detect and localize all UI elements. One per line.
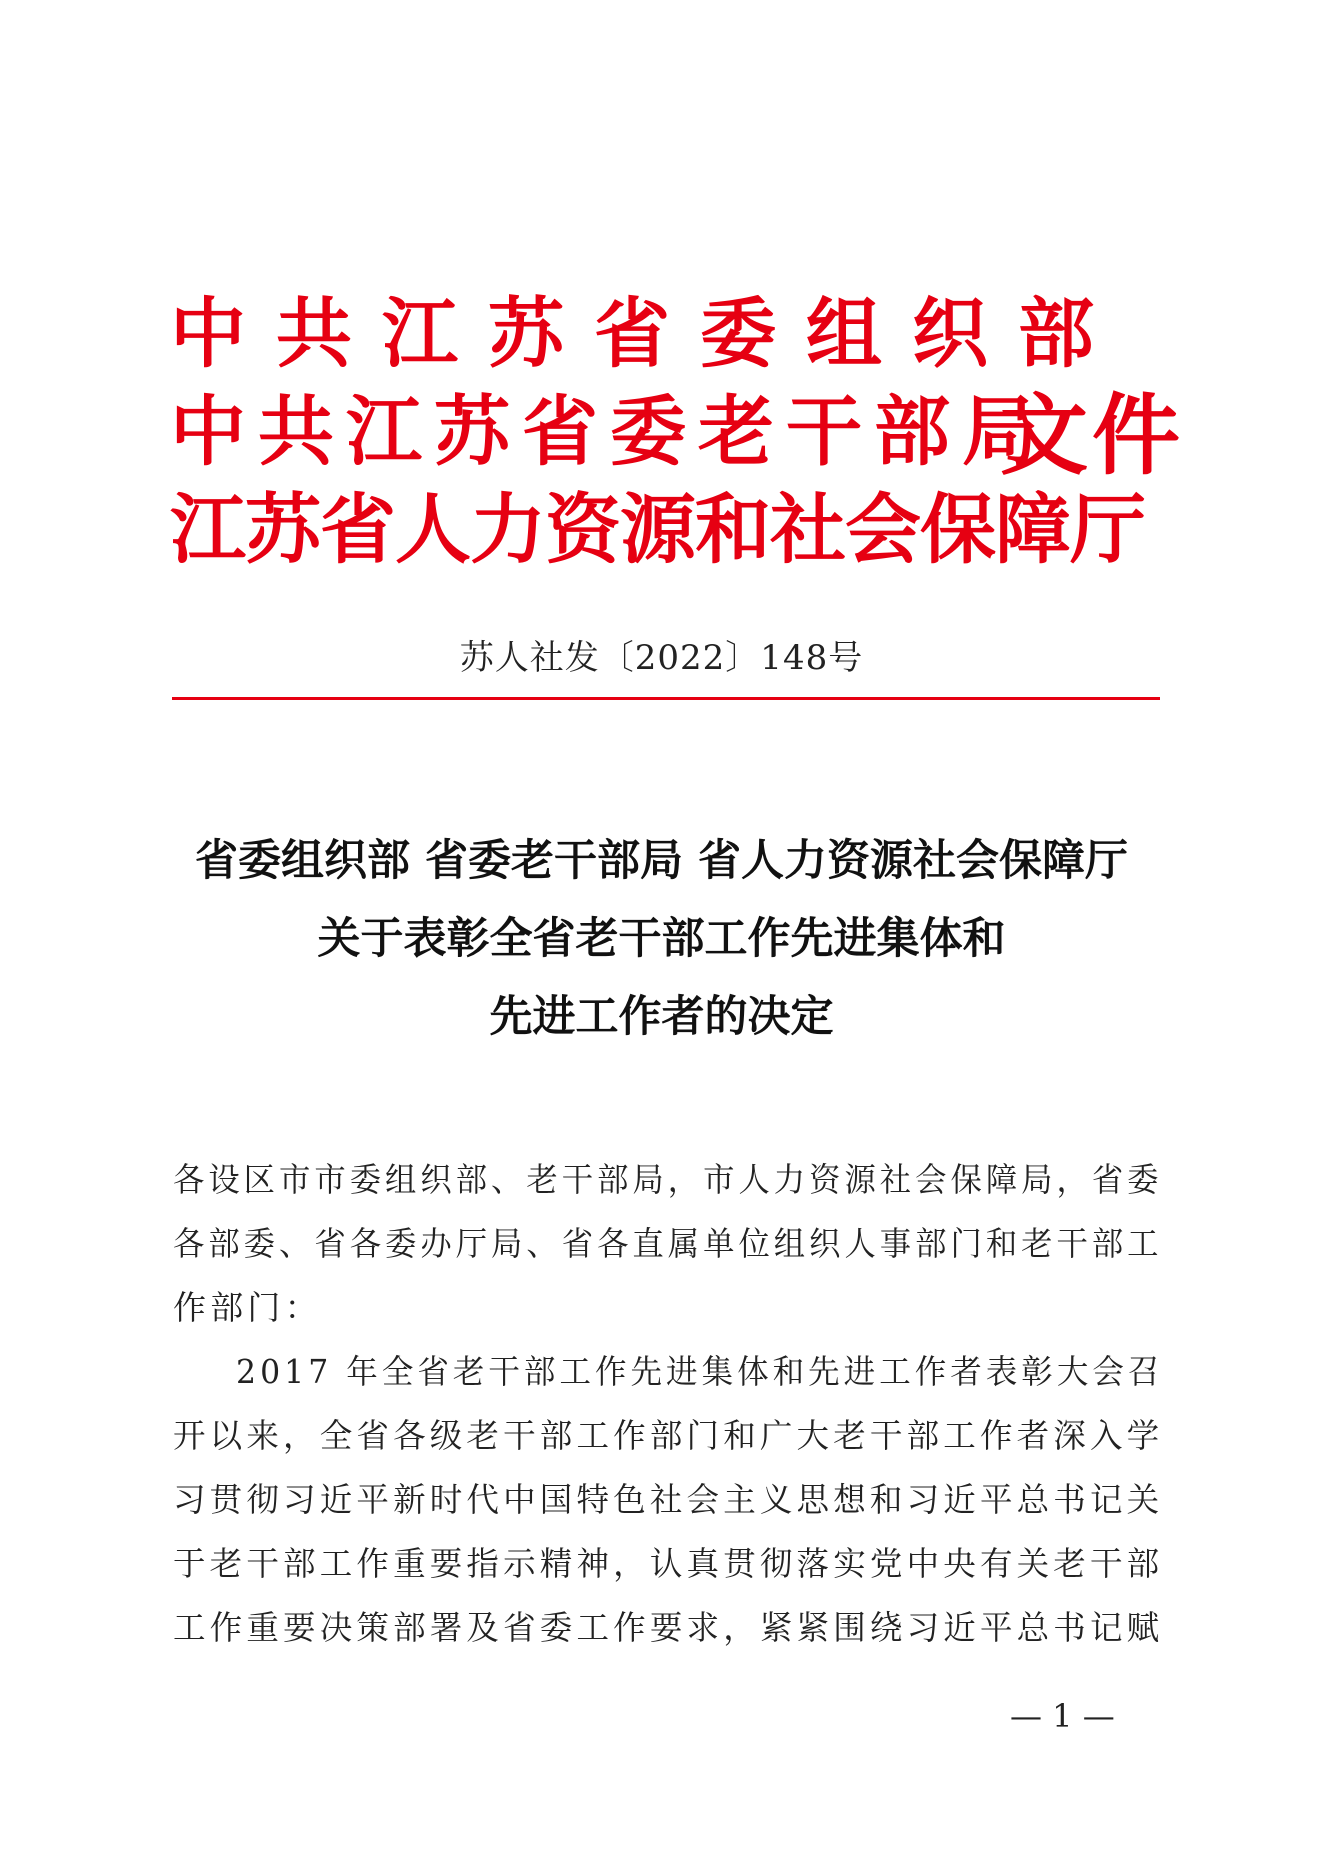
document-number: 苏人社发〔2022〕148号 [459,638,864,678]
paragraph-line: 开以来，全省各级老干部工作部门和广大老干部工作者深入学 [173,1416,1164,1455]
addressee-line: 各部委、省各委办厅局、省各直属单位组织人事部门和老干部工 [173,1224,1163,1263]
issuer-human-resources-department: 江苏省人力资源和社会保障厅 [170,485,1145,574]
paragraph-line: 习贯彻习近平新时代中国特色社会主义思想和习近平总书记关 [173,1480,1164,1519]
addressee-line: 各设区市市委组织部、老干部局，市人力资源社会保障局，省委 [173,1160,1163,1199]
red-divider-line [172,697,1160,700]
document-body [173,1148,1163,1660]
issuer-organization-department: 中共江苏省委组织部 [170,289,1124,378]
title-line: 关于表彰全省老干部工作先进集体和 [317,914,1006,964]
issuer-veteran-cadres-bureau: 中共江苏省委老干部局 [170,387,1050,476]
addressee-line: 作部门： [173,1288,322,1327]
page-number: — 1 — [1010,1697,1115,1735]
title-line: 先进工作者的决定 [489,992,834,1042]
paragraph-line: 工作重要决策部署及省委工作要求，紧紧围绕习近平总书记赋 [173,1608,1164,1647]
title-line: 省委组织部 省委老干部局 省人力资源社会保障厅 [195,836,1128,886]
document-word: 文件 [1000,383,1185,487]
document-title [0,822,1323,1056]
paragraph-line: 于老干部工作重要指示精神，认真贯彻落实党中央有关老干部 [173,1544,1164,1583]
paragraph-line: 2017 年全省老干部工作先进集体和先进工作者表彰大会召 [236,1352,1164,1391]
